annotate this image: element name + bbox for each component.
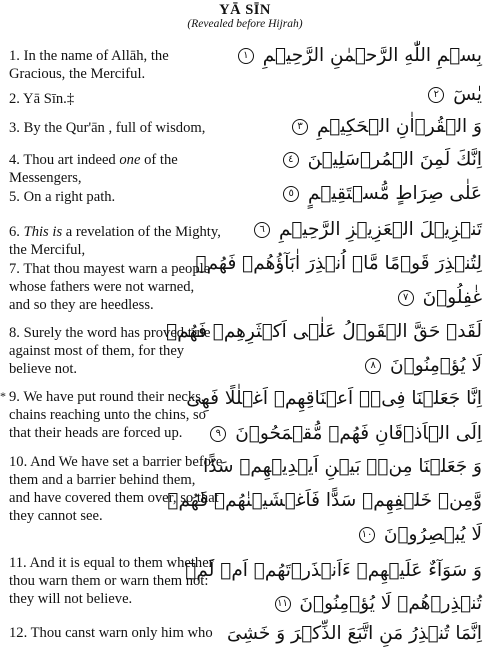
arabic-verse-8-line-1: لَقَدۡ حَقَّ الۡقَوۡلُ عَلٰۤى اَكۡثَرِهِمۡ فَهُمۡ [166, 321, 482, 342]
arabic-verse-11-line-2: تُنۡذِرۡهُمۡ لَا يُؤۡمِنُوۡنَ ١١ [232, 590, 482, 618]
arabic-verse-10-line-3: لَا يُبۡصِرُوۡنَ ١٠ [232, 521, 482, 549]
verse-number-badge: ١٠ [359, 527, 375, 543]
verse-number-badge: ١١ [275, 596, 291, 612]
page-subtitle: (Revealed before Hijrah) [187, 18, 303, 30]
verse-number-badge: ٦ [254, 222, 270, 238]
arabic-verse-8-line-2: لَا يُؤۡمِنُوۡنَ ٨ [232, 352, 482, 380]
verse-number-badge: ٢ [428, 87, 444, 103]
arabic-verse-10-line-2: وَّمِنۡ خَلۡفِهِمۡ سَدًّا فَاَغۡشَيۡنٰهُمۡ فَهُمۡ [167, 490, 482, 511]
verse-number-badge: ٨ [365, 358, 381, 374]
arabic-verse-7-line-1: لِتُنۡذِرَ قَوۡمًا مَّاۤ اُنۡذِرَ اٰبَآؤُهُمۡ فَهُمۡ [195, 253, 482, 274]
verse-number-badge: ٧ [398, 290, 414, 306]
verse-8-translation: 8. Surely the word has proved true against most of them, for they believe not. [9, 325, 211, 377]
verse-12-translation: 12. Thou canst warn only him who [9, 625, 213, 641]
verse-number-badge: ١ [238, 48, 254, 64]
arabic-verse-1: بِسۡمِ اللّٰهِ الرَّحۡمٰنِ الرَّحِيۡمِ ١ [232, 42, 482, 70]
arabic-verse-2: يٰسٓ ٢ [232, 81, 482, 109]
verse-2-translation: 2. Yā Sīn.‡ [9, 91, 75, 107]
verse-number-badge: ٩ [210, 426, 226, 442]
arabic-verse-9-line-2: اِلَى الۡاَذۡقَانِ فَهُمۡ مُّقۡمَحُوۡنَ ٩ [232, 420, 482, 448]
verse-10-translation: 10. And We have set a barrier before them and a barrier behind them, and have covered them over, so that they cannot see. [9, 454, 223, 524]
arabic-verse-12-line-1: اِنَّمَا تُنۡذِرُ مَنِ اتَّبَعَ الذِّكۡرَ وَ خَشِىَ [227, 623, 482, 644]
arabic-verse-5: عَلٰى صِرَاطٍ مُّسۡتَقِيۡمٍ ٥ [232, 180, 482, 208]
page-title: YĀ SĪN [219, 2, 271, 18]
verse-number-badge: ٤ [283, 152, 299, 168]
verse-4-translation: 4. Thou art indeed one of the Messengers, [9, 152, 178, 186]
arabic-verse-11-line-1: وَ سَوَآءٌ عَلَيۡهِمۡ ءَاَنۡذَرۡتَهُمۡ اَمۡ لَمۡ [185, 560, 482, 581]
verse-5-translation: 5. On a right path. [9, 189, 116, 205]
arabic-verse-7-line-2: غٰفِلُوۡنَ ٧ [232, 284, 482, 312]
verse-1-translation: 1. In the name of Allāh, the Gracious, the Merciful. [9, 48, 169, 82]
arabic-verse-9-line-1: اِنَّا جَعَلۡنَا فِىۡۤ اَعۡنَاقِهِمۡ اَغۡلٰلًا فَهِىَ [186, 388, 482, 409]
arabic-verse-6: تَنۡزِيۡلَ الۡعَزِيۡزِ الرَّحِيۡمِ ٦ [232, 216, 482, 244]
verse-number-badge: ٥ [283, 186, 299, 202]
arabic-verse-10-line-1: وَ جَعَلۡنَا مِنۡۢ بَيۡنِ اَيۡدِيۡهِمۡ سَدًّا [203, 456, 482, 477]
verse-3-translation: 3. By the Qur'ān , full of wisdom, [9, 120, 206, 136]
verse-11-translation: 11. And it is equal to them whether thou warn them or warn them not: they will not believe. [9, 555, 214, 607]
verse-6-translation: 6. This is a revelation of the Mighty, the Merciful, [9, 224, 221, 258]
arabic-verse-4: اِنَّكَ لَمِنَ الۡمُرۡسَلِيۡنَ ٤ [232, 146, 482, 174]
arabic-verse-3: وَ الۡقُرۡاٰنِ الۡحَكِيۡمِ ٣ [232, 113, 482, 141]
footnote-marker: * [0, 389, 6, 403]
verse-7-translation: 7. That thou mayest warn a people whose fathers were not warned, and so they are heedless. [9, 261, 211, 313]
verse-number-badge: ٣ [292, 119, 308, 135]
verse-9-translation: 9. We have put round their necks, chains reaching unto the chins, so that their heads are forced up. [9, 389, 206, 441]
